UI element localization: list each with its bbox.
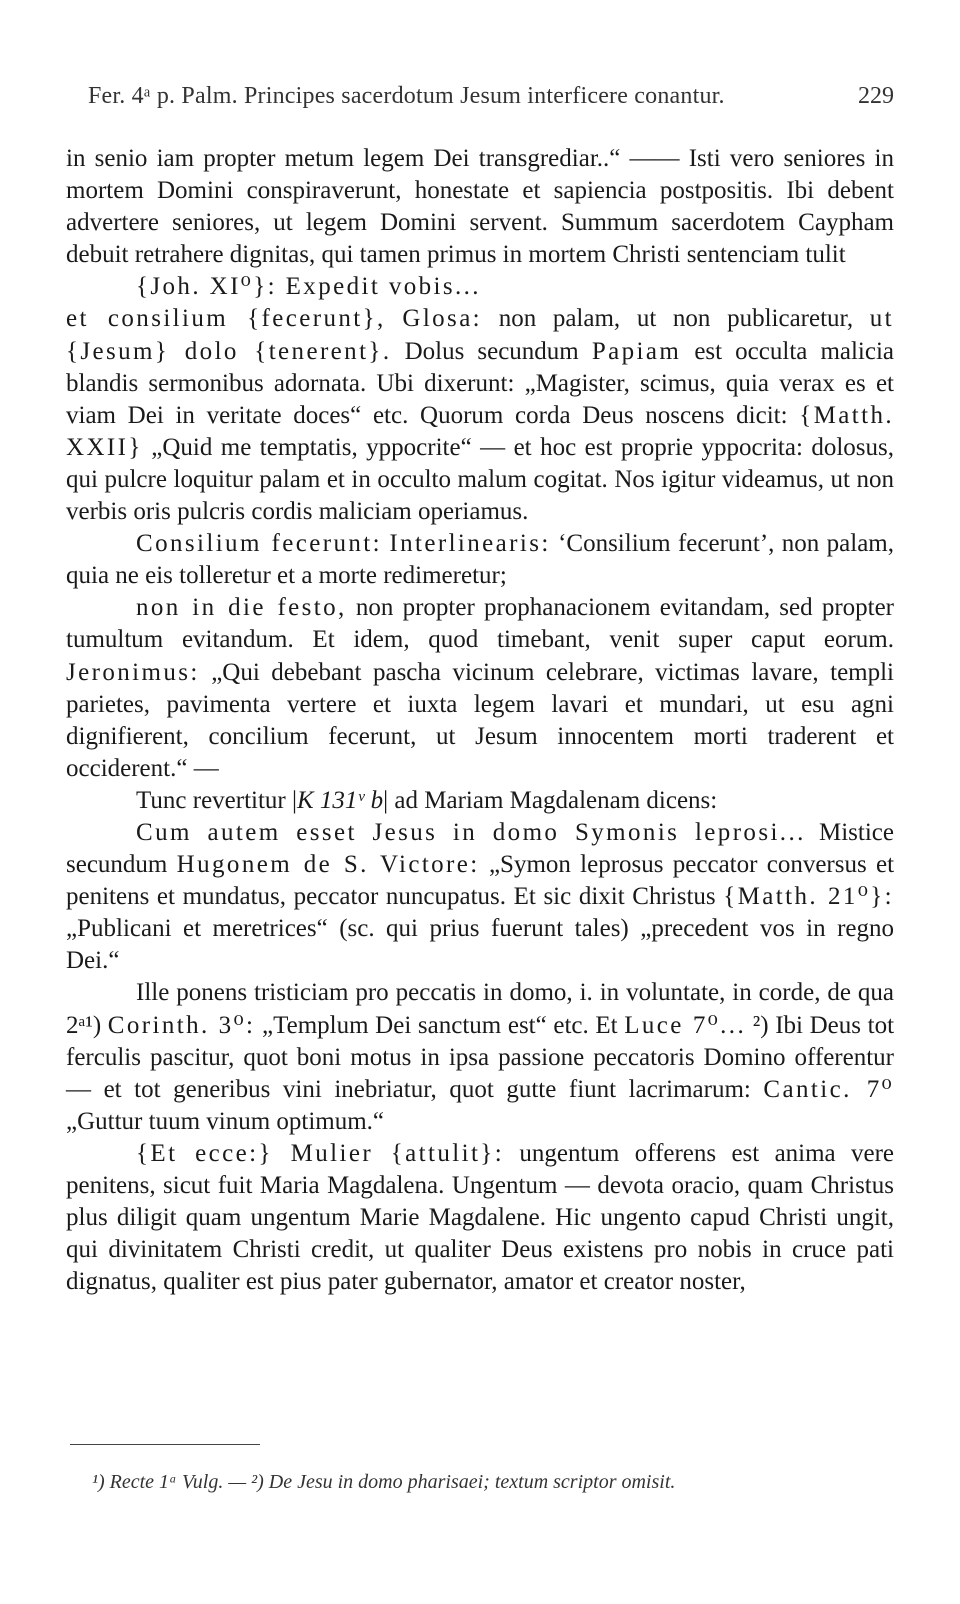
- manuscript-folio: K 131ᵛ b: [297, 786, 384, 814]
- citation-luke: Luce 7⁰...: [624, 1011, 747, 1039]
- citation-corinth: Corinth. 3⁰:: [107, 1011, 256, 1039]
- lemma-consilium: et consilium {fecerunt},: [66, 305, 386, 333]
- source-jeronimus: Jeronimus:: [66, 658, 200, 686]
- citation-matthew-21: {Matth. 21⁰}:: [723, 883, 894, 911]
- dolus-text: Dolus secundum: [404, 337, 579, 365]
- paragraph-3: [66, 528, 894, 592]
- templum-text: „Templum Dei sanctum est“ etc. Et: [261, 1011, 618, 1039]
- paragraph-8: [66, 1138, 894, 1298]
- lemma-et-ecce: {Et ecce:} Mulier {attulit}:: [136, 1139, 505, 1167]
- lemma-non-in-die-festo: non in die festo,: [136, 594, 347, 622]
- ille-ponens-text: Ille ponens tristiciam pro peccatis in domo, i. in voluntate, in corde, de qua 2ᵃ¹): [66, 979, 894, 1039]
- lemma-consilium-fecerunt: Consilium fecerunt:: [136, 530, 382, 558]
- paragraph-1: [66, 143, 894, 271]
- page-number: 229: [858, 83, 894, 109]
- source-hugo: Hugonem de S. Victore:: [176, 851, 480, 879]
- tunc-revertitur: Tunc revertitur |: [136, 786, 297, 814]
- running-title: Fer. 4ᵃ p. Palm. Principes sacerdotum Jesum interficere conantur.: [88, 83, 725, 109]
- citation-cantic: Cantic. 7⁰: [763, 1075, 895, 1103]
- citation-john: {Joh. XI⁰}: Expedit vobis...: [136, 273, 481, 301]
- paragraph-1-text: in senio iam propter metum legem Dei transgrediar..“ —— Isti vero seniores in mortem Domini conspiraverunt, honestate et sapiencia postpositis. Ibi debent advertere seniores, ut legem Domini servent. Summum sacerdotem Caypham debuit retrahere dignitas, qui tamen primus in mortem Christi sentenciam tulit: [66, 145, 894, 269]
- symon-text: „Symon leprosus peccator conversus et penitens et mundatus, peccator nuncupatus. Et sic dixit Christus: [66, 851, 895, 911]
- footnotes: [92, 1470, 894, 1494]
- lemma-jesum: ut {Jesum} dolo {tenerent}.: [66, 305, 895, 365]
- mistice-text: Mistice secundum: [66, 818, 894, 879]
- interlinearis-text: ‘Consilium fecerunt’, non palam, quia ne eis tolleretur et a morte redimeretur;: [66, 530, 895, 590]
- paragraph-7: [66, 977, 894, 1137]
- source-interlinearis: Interlinearis:: [389, 530, 551, 558]
- source-papias: Papiam: [591, 337, 682, 365]
- footnote-rule: [70, 1444, 260, 1445]
- paragraph-2: [66, 271, 894, 528]
- jeronimus-quote: „Qui debebant pascha vicinum celebrare, victimas lavare, templi parietes, pavimenta vertere et iuxta legem lavari et mundari, ut esu agni dignifierent, concilium fecerunt, ut Jesum innocentem morti traderent et occiderent.“ —: [66, 658, 895, 782]
- dolus-definition: est occulta malicia blandis sermonibus adornata. Ubi dixerunt: „Magister, scimus, quia verax es et viam Dei in veritate doces“ etc. Quorum corda Deus noscens dicit:: [66, 337, 895, 429]
- paragraph-4: [66, 592, 894, 785]
- ferculis-text: ²) Ibi Deus tot ferculis pascitur, quot boni motus in ipsa passione peccatoris Domino offerentur — et tot generibus vini inebriatur, quot gutte fiunt lacrimarum:: [66, 1011, 895, 1103]
- running-head: [88, 84, 894, 108]
- hypocrite-text: „Quid me temptatis, yppocrite“ — et hoc est proprie yppocrita: dolosus, qui pulcre loquitur palam et in occulto malum cogitat. Nos igitur videamus, ut non verbis oris pulcris cordis maliciam operiamus.: [66, 433, 895, 526]
- lemma-cum-autem-esset: Cum autem esset Jesus in domo Symonis leprosi...: [136, 818, 806, 846]
- citation-matthew-22: {Matth. XXII}: [66, 401, 895, 461]
- source-glosa: Glosa:: [402, 305, 483, 333]
- paragraph-6: [66, 817, 894, 977]
- book-page: [66, 0, 894, 1604]
- main-text: [66, 143, 894, 1298]
- gloss-text: non palam, ut non publicaretur,: [498, 305, 854, 333]
- festo-text: non propter prophanacionem evitandam, sed propter tumultum evitandum. Et idem, quod timebant, venit super caput eorum.: [66, 594, 895, 654]
- guttur-text: „Guttur tuum vinum optimum.“: [66, 1107, 385, 1135]
- paragraph-5: [66, 785, 894, 817]
- footnote-text: ¹) Recte 1ᵃ Vulg. — ²) De Jesu in domo pharisaei; textum scriptor omisit.: [92, 1471, 676, 1493]
- publicani-text: „Publicani et meretrices“ (sc. qui prius fuerunt tales) „precedent vos in regno Dei.“: [66, 915, 894, 975]
- ungentum-text: ungentum offerens est anima vere penitens, sicut fuit Maria Magdalena. Ungentum — devota oracio, quam Christus plus diligit quam ungentum Marie Magdalene. Hic ungento capud Christi ungit, qui divinitatem Christi credit, ut qualiter Deus existens pro nobis in cruce pati dignatus, qualiter est pius pater gubernator, amator et creator noster,: [66, 1139, 894, 1296]
- mariam-text: | ad Mariam Magdalenam dicens:: [383, 786, 718, 814]
